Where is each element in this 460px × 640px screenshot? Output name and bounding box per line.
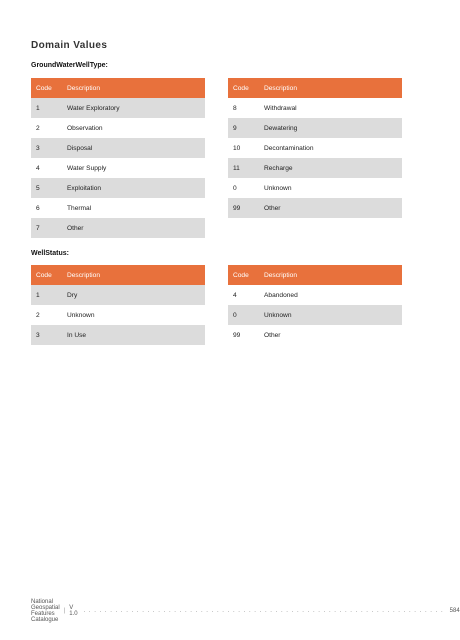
footer-separator: |: [63, 608, 66, 614]
cell-description: Withdrawal: [264, 104, 297, 112]
cell-description: Disposal: [67, 144, 93, 152]
header-code: Code: [36, 271, 52, 279]
table-row: [31, 98, 205, 118]
header-description: Description: [67, 271, 100, 279]
table-row: [31, 305, 205, 325]
cell-description: Abandoned: [264, 291, 298, 299]
cell-description: Other: [264, 331, 281, 339]
table-row: [228, 138, 402, 158]
cell-code: 99: [233, 204, 241, 212]
cell-code: 0: [233, 311, 237, 319]
cell-description: Water Exploratory: [67, 104, 120, 112]
cell-description: Other: [67, 224, 84, 232]
cell-code: 6: [36, 204, 40, 212]
table-row: [228, 305, 402, 325]
cell-description: Unknown: [264, 184, 292, 192]
header-description: Description: [264, 271, 297, 279]
section-title-groundwaterwelltype: GroundWaterWellType:: [31, 62, 108, 69]
table-row: [31, 118, 205, 138]
header-code: Code: [36, 84, 52, 92]
cell-code: 10: [233, 144, 241, 152]
cell-code: 1: [36, 291, 40, 299]
footer-page-number: 584: [449, 608, 460, 614]
table-header: [228, 78, 402, 98]
section-title-wellstatus: WellStatus:: [31, 250, 69, 257]
footer-catalogue-name: National Geospatial Features Catalogue: [31, 599, 60, 623]
table-row: [228, 178, 402, 198]
groundwaterwelltype-table-left: [31, 78, 205, 238]
cell-code: 99: [233, 331, 241, 339]
table-row: [31, 198, 205, 218]
table-row: [228, 325, 402, 345]
cell-code: 1: [36, 104, 40, 112]
table-row: [228, 198, 402, 218]
table-header: [228, 265, 402, 285]
table-row: [228, 118, 402, 138]
cell-description: Dewatering: [264, 124, 298, 132]
cell-description: Unknown: [67, 311, 95, 319]
table-row: [31, 325, 205, 345]
page-heading: Domain Values: [31, 40, 108, 51]
cell-code: 4: [233, 291, 237, 299]
cell-code: 2: [36, 124, 40, 132]
header-code: Code: [233, 271, 249, 279]
cell-description: Unknown: [264, 311, 292, 319]
table-header: [31, 265, 205, 285]
header-code: Code: [233, 84, 249, 92]
footer-version: V 1.0: [69, 605, 78, 617]
cell-description: Recharge: [264, 164, 293, 172]
table-header: [31, 78, 205, 98]
cell-code: 11: [233, 164, 240, 172]
table-row: [31, 158, 205, 178]
cell-description: Exploitation: [67, 184, 102, 192]
cell-description: Decontamination: [264, 144, 314, 152]
cell-description: Observation: [67, 124, 103, 132]
table-row: [31, 218, 205, 238]
footer-leader-dots: . . . . . . . . . . . . . . . . . . . . . . . . . . . . . . . . . . . . . . . . . . . . . . . . . . . . . . . . . . . . . . . . . . . .: [83, 608, 444, 614]
cell-description: Water Supply: [67, 164, 107, 172]
table-row: [31, 178, 205, 198]
cell-description: In Use: [67, 331, 87, 339]
header-description: Description: [67, 84, 100, 92]
cell-description: Thermal: [67, 204, 92, 212]
groundwaterwelltype-table-right: [228, 78, 402, 218]
cell-code: 3: [36, 144, 40, 152]
cell-code: 5: [36, 184, 40, 192]
cell-code: 2: [36, 311, 40, 319]
cell-code: 8: [233, 104, 237, 112]
header-description: Description: [264, 84, 297, 92]
cell-code: 9: [233, 124, 237, 132]
cell-code: 0: [233, 184, 237, 192]
cell-description: Other: [264, 204, 281, 212]
table-row: [228, 285, 402, 305]
cell-code: 4: [36, 164, 40, 172]
wellstatus-table-right: [228, 265, 402, 345]
page-footer: [31, 599, 460, 623]
cell-code: 3: [36, 331, 40, 339]
cell-description: Dry: [67, 291, 78, 299]
table-row: [228, 158, 402, 178]
table-row: [31, 285, 205, 305]
table-row: [31, 138, 205, 158]
wellstatus-table-left: [31, 265, 205, 345]
cell-code: 7: [36, 224, 40, 232]
table-row: [228, 98, 402, 118]
